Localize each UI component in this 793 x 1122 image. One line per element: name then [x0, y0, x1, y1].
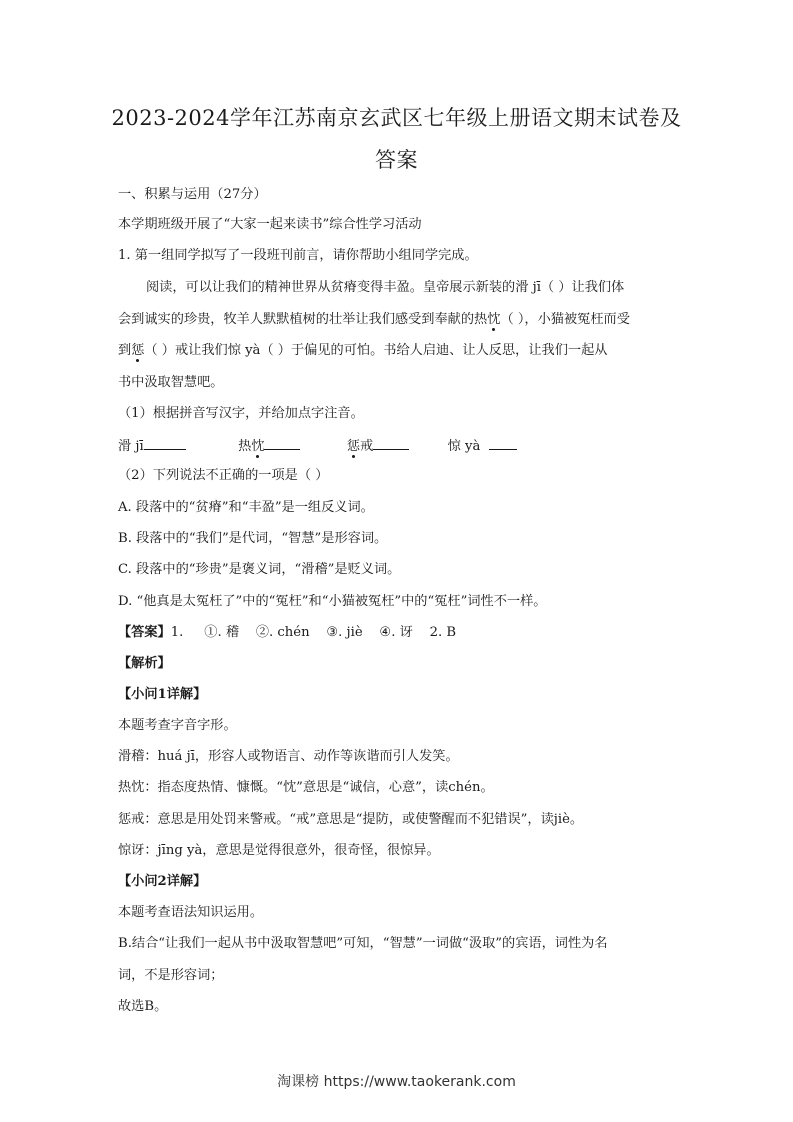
- dotted-char: 忱: [487, 312, 501, 327]
- detail-2-line-1: B.结合“让我们一起从书中汲取智慧吧”可知，“智慧”一词做“汲取”的宾语，词性为名: [118, 936, 608, 951]
- activity-intro: 本学期班级开展了“大家一起来读书”综合性学习活动: [118, 217, 422, 232]
- analysis-heading: 【解析】: [118, 656, 171, 671]
- detail-1-line-2: 热忱：指态度热情、慷慨。“忱”意思是“诚信，心意”，读chén。: [118, 780, 494, 795]
- dotted-char: 惩: [346, 439, 361, 454]
- answer-blank[interactable]: [144, 437, 186, 450]
- fill-d-label: 惊 yà: [447, 439, 481, 454]
- passage-line-2: 会到诚实的珍贵，牧羊人默默植树的壮举让我们感受到奉献的热忱（ ），小猫被冤枉而受: [118, 312, 630, 327]
- option-d: D. “他真是太冤枉了”中的“冤枉”和“小猫被冤枉”中的“冤枉”词性不一样。: [118, 594, 547, 609]
- answer-label: 【答案】: [118, 625, 171, 640]
- detail-1-line-4: 惊讶：jīng yà，意思是觉得很意外，很奇怪，很惊异。: [118, 843, 440, 858]
- answer-blank[interactable]: [264, 437, 300, 450]
- sub-question-2: （2）下列说法不正确的一项是（ ）: [118, 468, 329, 483]
- title-line-1: 2023-2024学年江苏南京玄武区七年级上册语文期末试卷及: [111, 106, 682, 130]
- answer-line: [118, 625, 456, 641]
- dotted-char: 忱: [251, 439, 265, 454]
- sub-question-1: （1）根据拼音写汉字，并给加点字注音。: [118, 406, 364, 421]
- fill-a-label: 滑 jī: [118, 439, 144, 454]
- document-title: [100, 97, 693, 181]
- answer-blank[interactable]: [489, 437, 517, 450]
- detail-1-line-1: 滑稽：huá jī，形容人或物语言、动作等诙谐而引人发笑。: [118, 749, 459, 764]
- detail-2-line-3: 故选B。: [118, 999, 168, 1014]
- footer-watermark: 淘课榜 https://www.taokerank.com: [277, 1074, 516, 1090]
- detail-2-line-2: 词，不是形容词；: [118, 968, 224, 983]
- title-line-2: 答案: [375, 148, 418, 172]
- section-heading: 一、积累与运用（27分）: [118, 187, 267, 202]
- passage-line-1: 阅读，可以让我们的精神世界从贫瘠变得丰盈。皇帝展示新装的滑 jī（ ）让我们体: [146, 280, 625, 295]
- dotted-char: 惩: [131, 343, 145, 358]
- option-c: C. 段落中的“珍贵”是褒义词，“滑稽”是贬义词。: [118, 562, 401, 577]
- fill-blanks-row: 滑 jī 热忱 惩戒 惊 yà: [118, 437, 517, 455]
- option-b: B. 段落中的“我们”是代词，“智慧”是形容词。: [118, 531, 388, 546]
- detail-1-line-3: 惩戒：意思是用处罚来警戒。“戒”意思是“提防，或使警醒而不犯错误”，读jiè。: [118, 812, 584, 827]
- passage-line-4: 书中汲取智慧吧。: [118, 375, 224, 390]
- detail-1-heading: 【小问1详解】: [118, 687, 207, 702]
- answer-blank[interactable]: [373, 437, 409, 450]
- detail-1-line-0: 本题考查字音字形。: [118, 718, 237, 733]
- option-a: A. 段落中的“贫瘠”和“丰盈”是一组反义词。: [118, 500, 374, 515]
- passage-line-3: 到惩（ ）戒让我们惊 yà（ ）于偏见的可怕。书给人启迪、让人反思，让我们一起从: [118, 343, 608, 358]
- question-1: 1. 第一组同学拟写了一段班刊前言，请你帮助小组同学完成。: [118, 248, 478, 263]
- detail-2-heading: 【小问2详解】: [118, 874, 207, 889]
- answer-text: 1. ①. 稽 ②. chén ③. jiè ④. 讶 2. B: [170, 625, 457, 640]
- detail-2-line-0: 本题考查语法知识运用。: [118, 905, 264, 920]
